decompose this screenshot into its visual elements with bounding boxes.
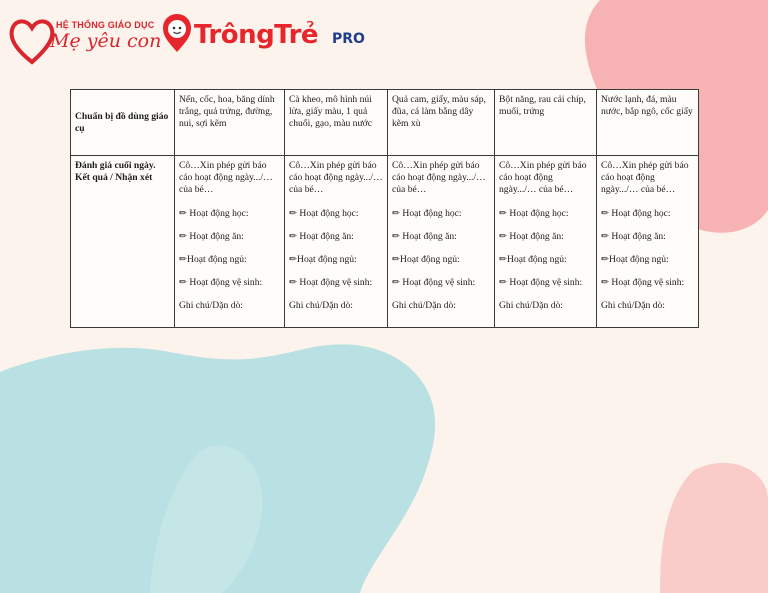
activity-learning: ✏ Hoạt động học: bbox=[601, 208, 671, 219]
table-cell bbox=[175, 156, 285, 328]
notes: Ghi chú/Dặn dò: bbox=[499, 300, 563, 311]
logo-trong-tre bbox=[160, 8, 380, 58]
activity-eating: ✏ Hoạt động ăn: bbox=[392, 231, 457, 242]
logo-right-name-text: TrôngTrẻ bbox=[194, 20, 319, 50]
report-intro: Cô…Xin phép gửi báo cáo hoạt động ngày.../… của bé… bbox=[179, 160, 273, 195]
activity-eating: ✏ Hoạt động ăn: bbox=[601, 231, 666, 242]
logo-left-main-text: Mẹ yêu con bbox=[50, 30, 162, 52]
activity-sleeping: ✏Hoạt động ngủ: bbox=[179, 254, 247, 265]
logo-left-top-text: HỆ THỐNG GIÁO DỤC bbox=[56, 20, 155, 30]
lesson-plan-table bbox=[70, 89, 699, 328]
activity-sleeping: ✏Hoạt động ngủ: bbox=[289, 254, 357, 265]
notes: Ghi chú/Dặn dò: bbox=[392, 300, 456, 311]
report-intro: Cô…Xin phép gửi báo cáo hoạt động ngày.../… của bé… bbox=[499, 160, 587, 195]
activity-hygiene: ✏ Hoạt động vệ sinh: bbox=[499, 277, 583, 288]
table-cell bbox=[388, 156, 495, 328]
table-cell: Bột năng, rau cải chíp, muối, trứng bbox=[495, 90, 597, 156]
activity-hygiene: ✏ Hoạt động vệ sinh: bbox=[601, 277, 685, 288]
report-intro: Cô…Xin phép gửi báo cáo hoạt động ngày.../… của bé… bbox=[601, 160, 689, 195]
table-row bbox=[71, 156, 699, 328]
activity-learning: ✏ Hoạt động học: bbox=[392, 208, 462, 219]
table-cell: Cà kheo, mô hình núi lửa, giấy màu, 1 quả chuối, gạo, màu nước bbox=[285, 90, 388, 156]
notes: Ghi chú/Dặn dò: bbox=[601, 300, 665, 311]
table-cell bbox=[597, 156, 699, 328]
activity-sleeping: ✏Hoạt động ngủ: bbox=[499, 254, 567, 265]
activity-eating: ✏ Hoạt động ăn: bbox=[499, 231, 564, 242]
table-cell: Quả cam, giấy, màu sáp, đũa, cá làm bằng dây kẽm xù bbox=[388, 90, 495, 156]
row-label: Chuẩn bị đồ dùng giáo cụ bbox=[71, 90, 175, 156]
activity-hygiene: ✏ Hoạt động vệ sinh: bbox=[289, 277, 373, 288]
notes: Ghi chú/Dặn dò: bbox=[179, 300, 243, 311]
row-label: Đánh giá cuối ngày. Kết quả / Nhận xét bbox=[71, 156, 175, 328]
report-intro: Cô…Xin phép gửi báo cáo hoạt động ngày.../… của bé… bbox=[392, 160, 486, 195]
activity-learning: ✏ Hoạt động học: bbox=[499, 208, 569, 219]
table-row bbox=[71, 90, 699, 156]
activity-eating: ✏ Hoạt động ăn: bbox=[289, 231, 354, 242]
report-intro: Cô…Xin phép gửi báo cáo hoạt động ngày.../… của bé… bbox=[289, 160, 383, 195]
activity-learning: ✏ Hoạt động học: bbox=[289, 208, 359, 219]
activity-eating: ✏ Hoạt động ăn: bbox=[179, 231, 244, 242]
table-cell bbox=[495, 156, 597, 328]
activity-hygiene: ✏ Hoạt động vệ sinh: bbox=[392, 277, 476, 288]
table-cell: Nến, cốc, hoa, băng dính trắng, quả trứng, đường, nui, sợi kẽm bbox=[175, 90, 285, 156]
logo-me-yeu-con bbox=[8, 10, 168, 70]
kid-face-icon bbox=[160, 12, 194, 54]
table-cell: Nước lạnh, đá, màu nước, bắp ngô, cốc giấy bbox=[597, 90, 699, 156]
activity-sleeping: ✏Hoạt động ngủ: bbox=[392, 254, 460, 265]
activity-sleeping: ✏Hoạt động ngủ: bbox=[601, 254, 669, 265]
activity-learning: ✏ Hoạt động học: bbox=[179, 208, 249, 219]
table-cell bbox=[285, 156, 388, 328]
activity-hygiene: ✏ Hoạt động vệ sinh: bbox=[179, 277, 263, 288]
notes: Ghi chú/Dặn dò: bbox=[289, 300, 353, 311]
logo-right-suffix-text: PRO bbox=[332, 31, 365, 47]
